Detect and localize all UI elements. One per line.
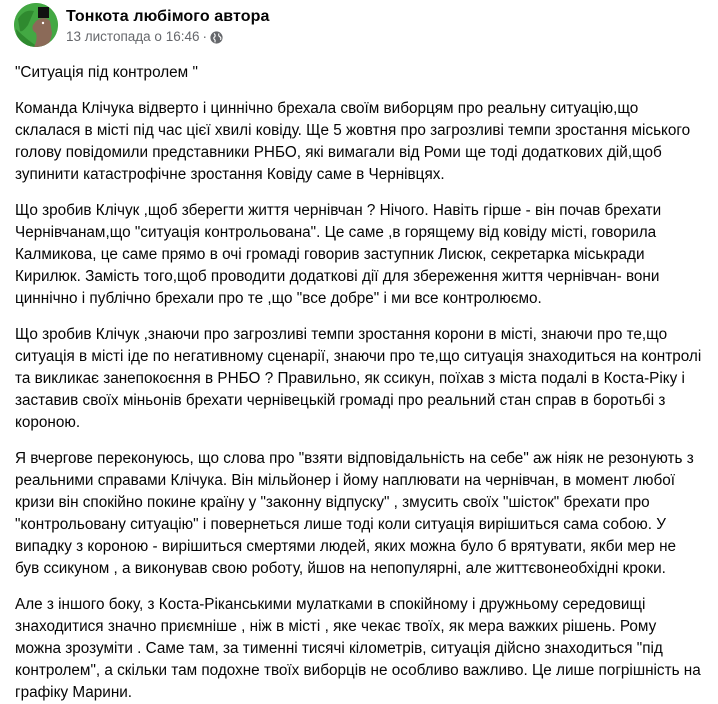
post-title: "Ситуація під контролем " (15, 64, 198, 81)
timestamp[interactable]: 13 листопада о 16:46 (66, 29, 200, 44)
paragraph: Що зробив Клічук ,щоб зберегти життя чернівчан ? Нічого. Навіть гірше - він почав брехати Чернівчанам,що "ситуація контрольована". Це саме ,в горящему від ковіду місті, говорила Калмикова, це саме прямо в очі громаді говорив заступник Лисюк, секретарка міськради Кирилюк. Замість того,щоб проводити додаткові дії для збереження життя чернівчан- вони циннічно і публічно брехали про те ,що "все добре" і ми все контролюємо. (15, 202, 662, 307)
separator: · (202, 29, 207, 44)
avatar[interactable] (14, 3, 58, 47)
post-subline (66, 28, 269, 46)
paragraph: Але з іншого боку, з Коста-Ріканськими мулатками в спокійному і дружньому середовищі знаходитися значно приємніше , ніж в місті , яке чекає твоїх, як мера важких рішень. Рому можна зрозуміти . Саме там, за тименні тисячі кілометрів, ситуація дійсно знаходиться "під контролем", а скільки там подохне твоїх виборців не особливо важливо. Це лише погрішність на графіку Марини. (15, 596, 701, 701)
author-name[interactable]: Тонкота любімого автора (66, 8, 270, 25)
globe-icon[interactable] (210, 31, 223, 44)
post-meta (66, 0, 269, 46)
paragraph: Команда Клічука відверто і циннічно брехала своїм виборцям про реальну ситуацію,що склалася в місті під час цієї хвилі ковіду. Ще 5 жовтня про загрозливі темпи зростання міського голову повідомили представники РНБО, які вимагали від Роми ще тоді додаткових дій,щоб зупинити катастрофічне зростання Ковіду саме в Чернівцях. (15, 100, 691, 183)
avatar-icon (14, 3, 58, 47)
paragraph: Що зробив Клічук ,знаючи про загрозливі темпи зростання корони в місті, знаючи про те,що ситуація в місті іде по негативному сценарії, знаючи про те,що ситуація знаходиться на контролі та викликає занепокоєння в РНБО ? Правильно, як ссикун, поїхав з міста подалі в Коста-Ріку і заставив своїх міньонів брехати чернівецькій громаді про реальний стан справ в боротьбі з короною. (15, 326, 702, 431)
post-header (0, 0, 718, 54)
paragraph: Я вчергове переконуюсь, що слова про "взяти відповідальність на себе" аж ніяк не резонують з реальними справами Клічука. Він мільйонер і йому наплювати на чернівчан, в момент любої кризи він спокійно покине країну у "законну відпуску" , змусить своїх "шісток" брехати про "контрольовану ситуацію" і повернеться лише тоді коли ситуація вирішиться сама собою. У випадку з короною - вирішиться смертями людей, яких можна було б врятувати, якби мер не був ссикуном , а виконував свою роботу, йшов на непопулярні, але життєвонеобхідні кроки. (15, 450, 694, 577)
post-body (0, 62, 718, 704)
